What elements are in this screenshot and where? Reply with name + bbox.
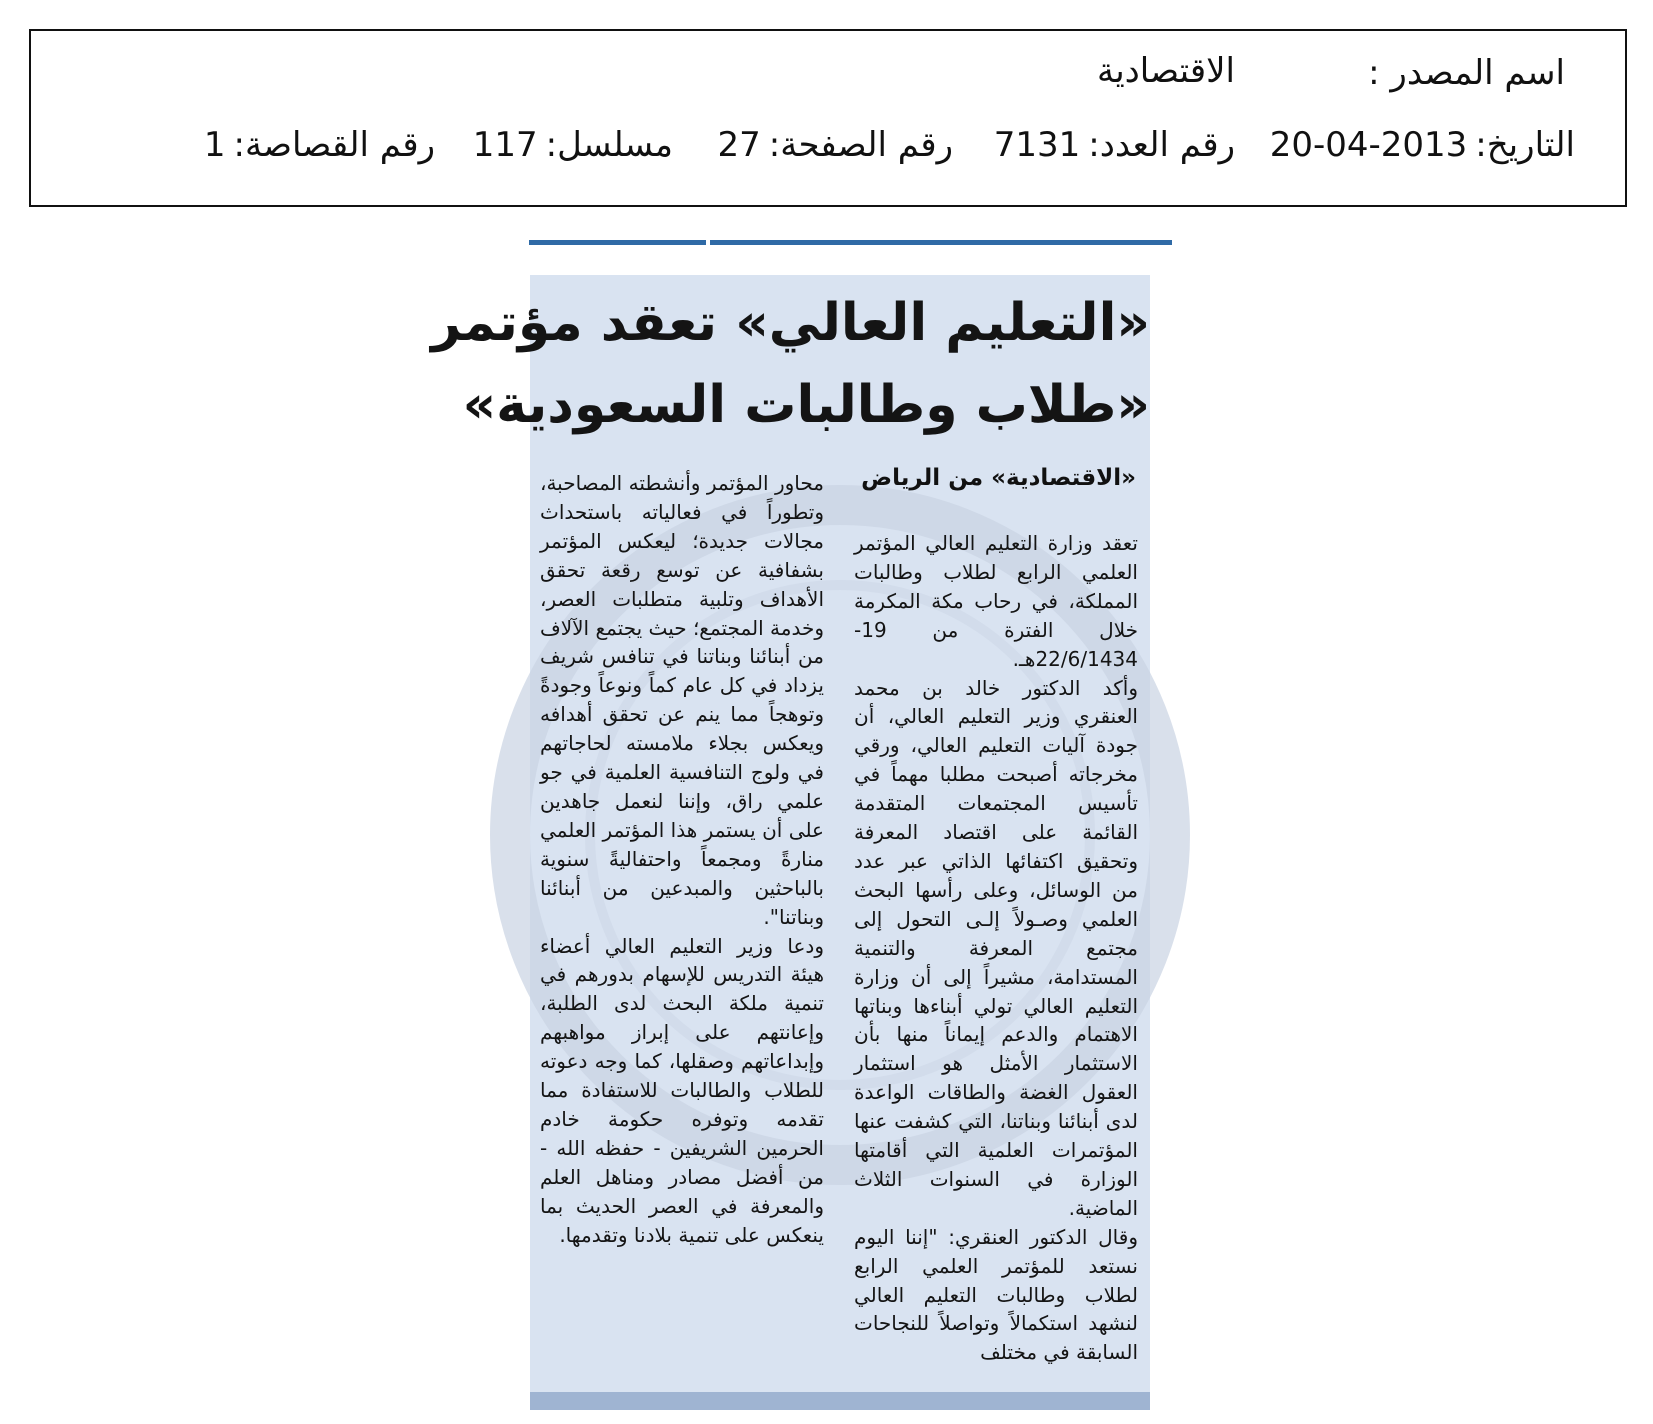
clip-number-label: رقم القصاصة:	[233, 125, 435, 165]
issue-label: رقم العدد:	[1088, 125, 1235, 165]
issue-field	[994, 125, 1235, 165]
clip-number-value: 1	[203, 125, 226, 165]
issue-value: 7131	[993, 125, 1081, 165]
page-value: 27	[717, 125, 761, 165]
paragraph: ودعا وزير التعليم العالي أعضاء هيئة التدريس للإسهام بدورهم في تنمية ملكة البحث لدى الطلبة، وإعانتهم على إبراز مواهبهم وإبداعاتهم وصقلها، كما وجه دعوته للطلاب والطالبات للاستفادة مما تقدمه وتوفره حكومة خادم الحرمين الشريفين - حفظه الله - من أفضل مصادر ومناهل العلم والمعرفة في العصر الحديث بما ينعكس على تنمية بلادنا وتقدمها.	[540, 933, 824, 1247]
source-info-box	[29, 29, 1627, 207]
serial-label: مسلسل:	[545, 125, 673, 165]
page-label: رقم الصفحة:	[768, 125, 953, 165]
source-value: الاقتصادية	[1096, 51, 1235, 91]
paragraph: وقال الدكتور العنقري: "إننا اليوم نستعد للمؤتمر العلمي الرابع لطلاب وطالبات التعليم العالي لنشهد استكمالاً وتواصلاً للنجاحات السابقة في مختلف	[854, 1224, 1138, 1365]
paragraph: وأكد الدكتور خالد بن محمد العنقري وزير التعليم العالي، أن جودة آليات التعليم العالي، ورقي مخرجاته أصبحت مطلبا مهماً في تأسيس المجتمعات المتقدمة القائمة على اقتصاد المعرفة وتحقيق اكتفائها الذاتي عبر عدد من الوسائل، وعلى رأسها البحث العلمي وصـولاً إلـى التحول إلى مجتمع المعرفة والتنمية المستدامة، مشيراً إلى أن وزارة التعليم العالي تولي أبناءها وبناتها الاهتمام والدعم إيماناً منها بأن الاستثمار الأمثل هو استثمار العقول الغضة والطاقات الواعدة لدى أبنائنا وبناتنا، التي كشفت عنها المؤتمرات العلمية التي أقامتها الوزارة في السنوات الثلاث الماضية.	[854, 675, 1138, 1220]
source-label: اسم المصدر :	[1368, 53, 1565, 93]
article-column-right	[854, 529, 1138, 1367]
source-field	[1368, 53, 1565, 93]
date-label: التاريخ:	[1475, 125, 1575, 165]
page-field	[718, 125, 954, 165]
top-rule-left	[529, 240, 706, 245]
clip-number-field	[204, 125, 435, 165]
newspaper-clipping	[431, 275, 1150, 1410]
serial-field	[473, 125, 673, 165]
top-rule-right	[710, 240, 1172, 245]
dateline: «الاقتصادية» من الرياض	[861, 465, 1136, 491]
paragraph: محاور المؤتمر وأنشطته المصاحبة، وتطوراً في فعالياته باستحداث مجالات جديدة؛ ليعكس المؤتمر بشفافية عن توسع رقعة تحقق الأهداف وتلبية متطلبات العصر، وخدمة المجتمع؛ حيث يجتمع الآلاف من أبنائنا وبناتنا في تنافس شريف يزداد في كل عام كماً ونوعاً وجودةً وتوهجاً مما ينم عن تحقق أهدافه ويعكس بجلاء ملامسته لحاجاتهم في ولوج التنافسية العلمية في جو علمي راق، وإننا لنعمل جاهدين على أن يستمر هذا المؤتمر العلمي منارةً ومجمعاً واحتفاليةً سنوية بالباحثين والمبدعين من أبنائنا وبناتنا".	[540, 471, 824, 929]
source-value-field	[1097, 51, 1235, 91]
clip-bottom-band	[530, 1392, 1150, 1410]
paragraph: تعقد وزارة التعليم العالي المؤتمر العلمي الرابع لطلاب وطالبات المملكة، في رحاب مكة المكرمة خلال الفترة من 19- 22/6/1434هـ.	[854, 531, 1138, 671]
headline-line-1: «التعليم العالي» تعقد مؤتمر	[431, 293, 1150, 353]
serial-value: 117	[472, 125, 538, 165]
date-field	[1270, 125, 1575, 165]
headline-line-2: «طلاب وطالبات السعودية»	[462, 375, 1150, 435]
article-column-left	[540, 469, 824, 1249]
date-value: 20-04-2013	[1269, 125, 1468, 165]
